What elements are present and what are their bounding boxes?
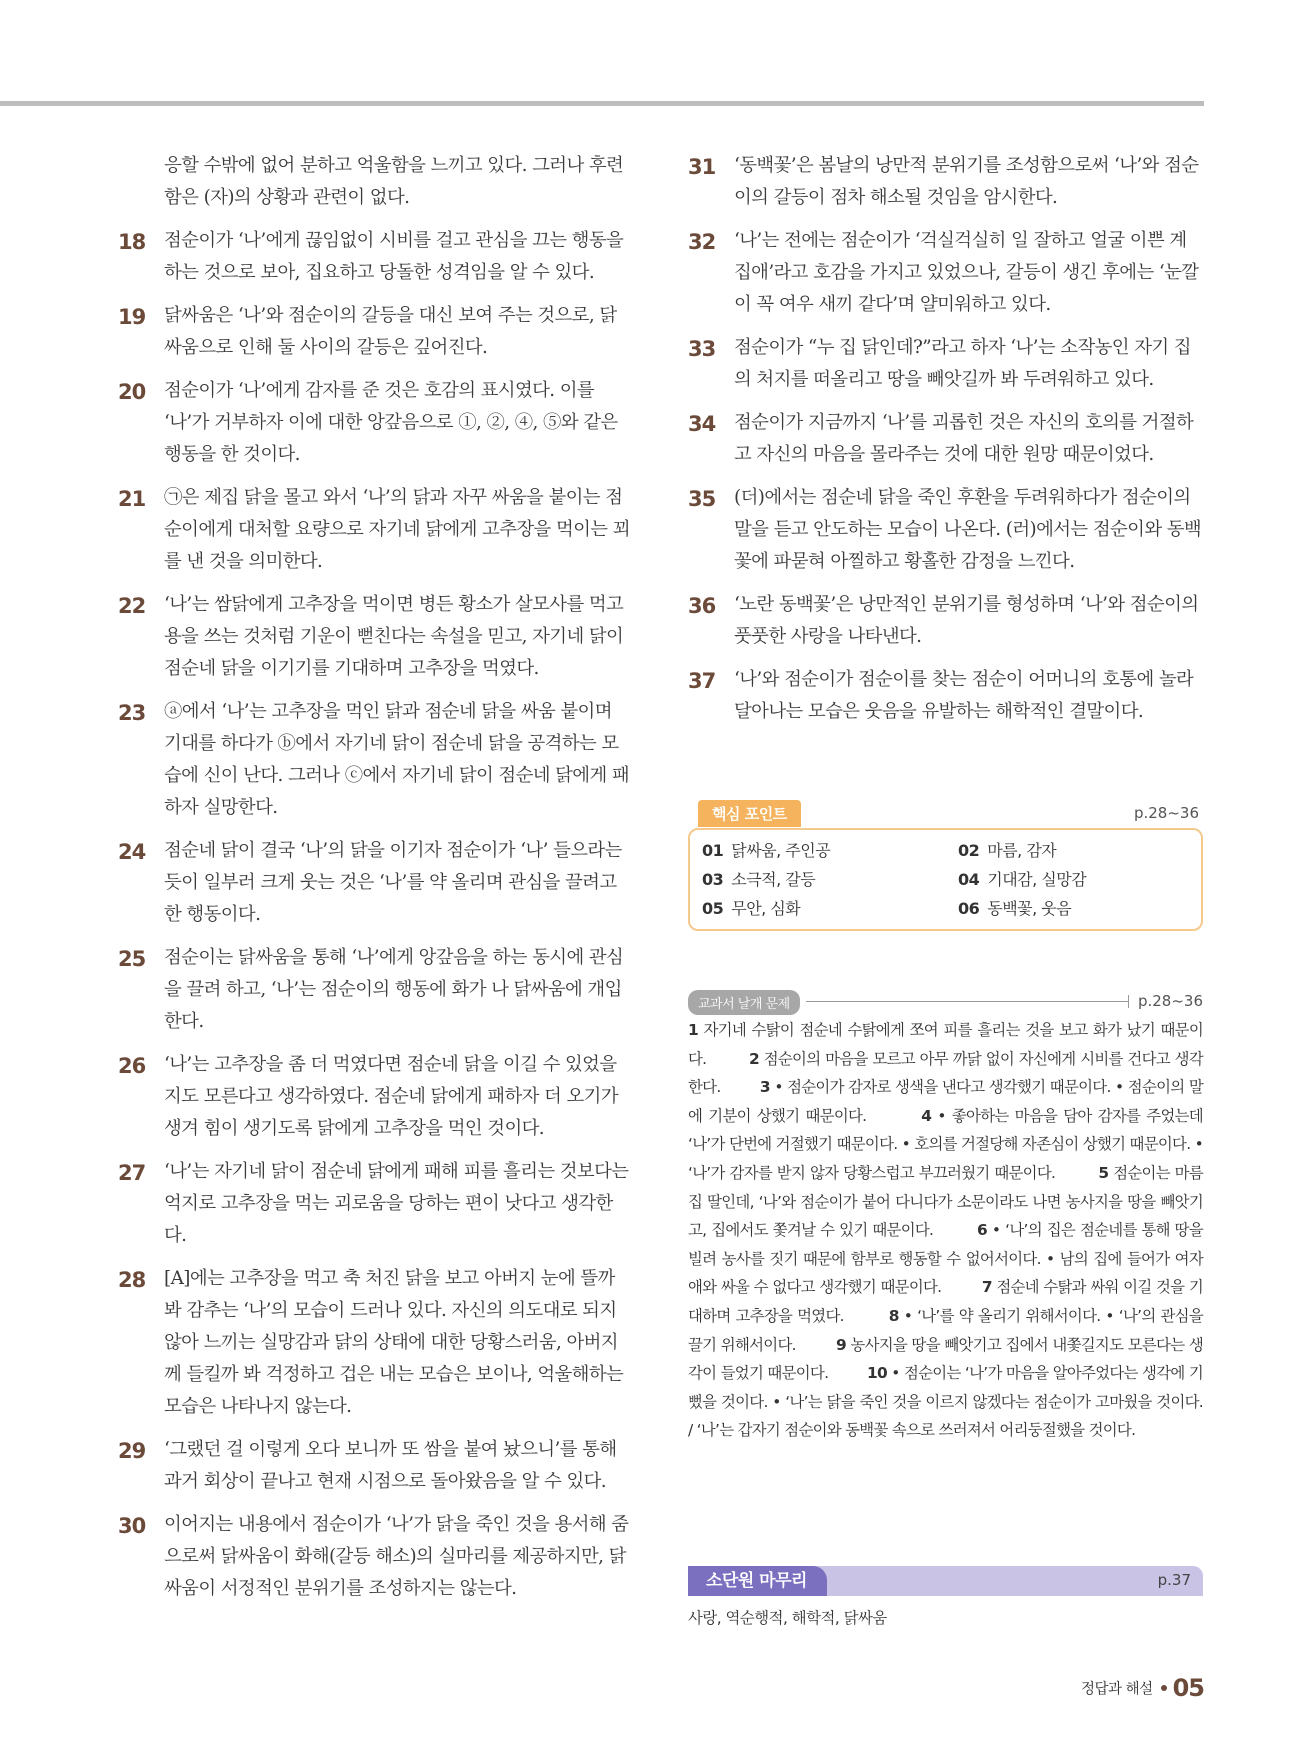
answer-number: 25 xyxy=(118,947,146,971)
answer-number: 29 xyxy=(118,1439,146,1463)
answer-item xyxy=(688,664,1203,728)
answer-text: 이어지는 내용에서 점순이가 ‘나’가 닭을 죽인 것을 용서해 줌으로써 닭싸움이 화해(갈등 해소)의 실마리를 제공하지만, 닭싸움이 서정적인 분위기를 조성하지는 않는다. xyxy=(164,1514,629,1599)
wing-answer-text: 점순이의 마음을 모르고 아무 까닭 없이 자신에게 시비를 건다고 생각한다. xyxy=(688,1049,1203,1097)
key-points-box xyxy=(688,800,1203,931)
wing-answer-number: 2 xyxy=(748,1049,759,1068)
key-points-list xyxy=(688,828,1203,931)
divider xyxy=(806,1001,1129,1002)
answer-number: 26 xyxy=(118,1054,146,1078)
answer-item xyxy=(118,942,630,1038)
wing-answer-number: 3 xyxy=(759,1078,770,1097)
answer-item xyxy=(688,150,1203,214)
answer-text: 점순이가 “누 집 닭인데?”라고 하자 ‘나’는 소작농인 자기 집의 처지를 떠올리고 땅을 빼앗길까 봐 두려워하고 있다. xyxy=(734,337,1191,390)
key-point-number: 02 xyxy=(958,841,980,860)
answer-number: 22 xyxy=(118,594,146,618)
answer-number: 37 xyxy=(688,669,716,693)
answer-text: ‘나’와 점순이가 점순이를 찾는 점순이 어머니의 호통에 놀라 달아나는 모습은 웃음을 유발하는 해학적인 결말이다. xyxy=(734,669,1194,722)
answer-text: 응할 수밖에 없어 분하고 억울함을 느끼고 있다. 그러나 후련함은 (자)의 상황과 관련이 없다. xyxy=(164,155,624,208)
key-point-text: 닭싸움, 주인공 xyxy=(731,841,831,860)
page-number: 05 xyxy=(1172,1674,1204,1702)
answer-item xyxy=(118,375,630,471)
answer-text: 점순이가 지금까지 ‘나’를 괴롭힌 것은 자신의 호의를 거절하고 자신의 마음을 몰라주는 것에 대한 원망 때문이었다. xyxy=(734,412,1194,465)
answer-text: ‘동백꽃’은 봄날의 낭만적 분위기를 조성함으로써 ‘나’와 점순이의 갈등이 점차 해소될 것임을 암시한다. xyxy=(734,155,1199,208)
divider-tick xyxy=(1128,995,1129,1008)
answer-item xyxy=(118,589,630,685)
unit-wrapup-text: 사랑, 역순행적, 해학적, 닭싸움 xyxy=(688,1609,887,1627)
wing-answer-text: • 점순이는 ‘나’가 마음을 알아주었다는 생각에 기뻤을 것이다. • ‘나’는 닭을 죽인 것을 이르지 않겠다는 점순이가 고마웠을 것이다. / ‘나’는 갑자기 점순이와 동백꽃 속으로 쓰러져서 어리둥절했을 것이다. xyxy=(688,1364,1203,1440)
wing-answer-number: 8 xyxy=(888,1306,899,1325)
footer-dot xyxy=(1161,1685,1167,1691)
unit-wrapup-page: p.37 xyxy=(1157,1571,1191,1589)
key-point-text: 무안, 심화 xyxy=(731,899,801,918)
right-column xyxy=(688,150,1203,739)
wing-answer-number: 6 xyxy=(977,1221,988,1240)
answer-number: 19 xyxy=(118,305,146,329)
wing-answer-text: • ‘나’를 약 올리기 위해서이다. • ‘나’의 관심을 끌기 위해서이다. xyxy=(688,1306,1203,1354)
answer-text: [A]에는 고추장을 먹고 축 처진 닭을 보고 아버지 눈에 뜰까 봐 감추는 ‘나’의 모습이 드러나 있다. 자신의 의도대로 되지 않아 느끼는 실망감과 닭의 상태에 대한 당황스러움, 아버지께 들킬까 봐 걱정하고 겁은 내는 모습은 보이나, 억울해하는 모습은 나타나지 않는다. xyxy=(164,1268,624,1417)
answer-item xyxy=(118,1509,630,1605)
key-point-item xyxy=(958,838,1198,861)
key-point-number: 03 xyxy=(702,870,724,889)
key-point-item xyxy=(702,838,958,861)
answer-text: ‘나’는 자기네 닭이 점순네 닭에게 패해 피를 흘리는 것보다는 억지로 고추장을 먹는 괴로움을 당하는 편이 낫다고 생각한다. xyxy=(164,1161,629,1246)
answer-text: ‘나’는 고추장을 좀 더 먹였다면 점순네 닭을 이길 수 있었을지도 모른다고 생각하였다. 점순네 닭에게 패하자 더 오기가 생겨 힘이 생기도록 닭에게 고추장을 먹인 것이다. xyxy=(164,1054,618,1139)
answer-number: 35 xyxy=(688,487,716,511)
key-point-number: 04 xyxy=(958,870,980,889)
key-point-item xyxy=(702,896,958,919)
wing-answer-text: 점순이는 마름 집 딸인데, ‘나’와 점순이가 붙어 다니다가 소문이라도 나면 농사지을 땅을 빼앗기고, 집에서도 쫓겨날 수 있기 때문이다. xyxy=(688,1163,1203,1240)
answer-text: 점순이가 ‘나’에게 끊임없이 시비를 걸고 관심을 끄는 행동을 하는 것으로 보아, 집요하고 당돌한 성격임을 알 수 있다. xyxy=(164,230,624,283)
answer-number: 18 xyxy=(118,230,146,254)
key-point-text: 마름, 감자 xyxy=(987,841,1057,860)
answer-item xyxy=(688,407,1203,471)
wing-answer-text: • 좋아하는 마음을 담아 감자를 주었는데 ‘나’가 단번에 거절했기 때문이다. • 호의를 거절당해 자존심이 상했기 때문이다. • ‘나’가 감자를 받지 않자 당황스럽고 부끄러웠기 때문이다. xyxy=(688,1106,1203,1182)
answer-text: ‘나’는 쌈닭에게 고추장을 먹이면 병든 황소가 살모사를 먹고 용을 쓰는 것처럼 기운이 뻗친다는 속설을 믿고, 자기네 닭이 점순네 닭을 이기기를 기대하며 고추장을 먹였다. xyxy=(164,594,624,679)
answer-number: 23 xyxy=(118,701,146,725)
answer-item xyxy=(688,225,1203,321)
answer-item xyxy=(118,835,630,931)
answer-number: 33 xyxy=(688,337,716,361)
answer-item xyxy=(118,696,630,824)
answer-text: 점순이는 닭싸움을 통해 ‘나’에게 앙갚음을 하는 동시에 관심을 끌려 하고, ‘나’는 점순이의 행동에 화가 나 닭싸움에 개입한다. xyxy=(164,947,624,1032)
key-points-page: p.28~36 xyxy=(1133,804,1199,822)
wing-answer-number: 9 xyxy=(835,1335,846,1354)
answer-item xyxy=(118,1049,630,1145)
answer-text: 점순네 닭이 결국 ‘나’의 닭을 이기자 점순이가 ‘나’ 들으라는 듯이 일부러 크게 웃는 것은 ‘나’를 약 올리며 관심을 끌려고 한 행동이다. xyxy=(164,840,622,925)
unit-wrapup-title: 소단원 마무리 xyxy=(688,1566,827,1596)
answer-text: ‘나’는 전에는 점순이가 ‘걱실걱실히 일 잘하고 얼굴 이쁜 계집애’라고 호감을 가지고 있었으나, 갈등이 생긴 후에는 ‘눈깔이 꼭 여우 새끼 같다’며 얄미워하고 있다. xyxy=(734,230,1199,315)
wing-answer-text: • ‘나’의 집은 점순네를 통해 땅을 빌려 농사를 짓기 때문에 함부로 행동할 수 없어서이다. • 남의 집에 들어가 여자애와 싸울 수 없다고 생각했기 때문이다. xyxy=(688,1221,1204,1297)
answer-text: 닭싸움은 ‘나’와 점순이의 갈등을 대신 보여 주는 것으로, 닭싸움으로 인해 둘 사이의 갈등은 깊어진다. xyxy=(164,305,617,358)
answer-item xyxy=(688,332,1203,396)
key-point-number: 05 xyxy=(702,899,724,918)
page-footer xyxy=(1081,1674,1204,1702)
key-point-text: 소극적, 갈등 xyxy=(731,870,816,889)
textbook-wing-section xyxy=(688,990,1203,1445)
key-points-title: 핵심 포인트 xyxy=(698,800,801,827)
textbook-wing-answers xyxy=(688,1016,1203,1445)
wing-answer-text: 자기네 수탉이 점순네 수탉에게 쪼여 피를 흘리는 것을 보고 화가 났기 때문이다. xyxy=(688,1021,1203,1068)
answer-number: 36 xyxy=(688,594,716,618)
key-point-number: 06 xyxy=(958,899,980,918)
key-point-item xyxy=(958,867,1198,890)
answer-item xyxy=(688,482,1203,578)
answer-text: ㉠은 제집 닭을 몰고 와서 ‘나’의 닭과 자꾸 싸움을 붙이는 점순이에게 대처할 요량으로 자기네 닭에게 고추장을 먹이는 꾀를 낸 것을 의미한다. xyxy=(164,487,630,572)
wing-answer-number: 10 xyxy=(866,1364,887,1383)
answer-item xyxy=(118,1156,630,1252)
answer-text: ⓐ에서 ‘나’는 고추장을 먹인 닭과 점순네 닭을 싸움 붙이며 기대를 하다가 ⓑ에서 자기네 닭이 점순네 닭을 공격하는 모습에 신이 난다. 그러나 ⓒ에서 자기네 닭이 점순네 닭에게 패하자 실망한다. xyxy=(164,701,630,818)
answer-number: 24 xyxy=(118,840,146,864)
key-point-item xyxy=(702,867,958,890)
wing-answer-number: 7 xyxy=(981,1278,992,1297)
wing-answer-number: 4 xyxy=(921,1106,932,1125)
footer-label: 정답과 해설 xyxy=(1080,1681,1153,1698)
unit-wrapup-section xyxy=(688,1566,1203,1628)
answer-continuation xyxy=(118,150,630,214)
answer-number: 28 xyxy=(118,1268,146,1292)
answer-text: 점순이가 ‘나’에게 감자를 준 것은 호감의 표시였다. 이를 ‘나’가 거부하자 이에 대한 앙갚음으로 ①, ②, ④, ⑤와 같은 행동을 한 것이다. xyxy=(164,380,618,465)
wing-answer-number: 5 xyxy=(1098,1163,1109,1182)
wing-answer-number: 1 xyxy=(688,1021,699,1039)
key-point-text: 동백꽃, 웃음 xyxy=(987,899,1072,918)
answer-item xyxy=(118,300,630,364)
textbook-wing-page: p.28~36 xyxy=(1137,992,1203,1010)
key-point-number: 01 xyxy=(702,841,724,860)
unit-wrapup-bar xyxy=(688,1566,1203,1596)
answer-number: 31 xyxy=(688,155,716,179)
answer-item xyxy=(118,482,630,578)
answer-text: (더)에서는 점순네 닭을 죽인 후환을 두려워하다가 점순이의 말을 듣고 안도하는 모습이 나온다. (러)에서는 점순이와 동백꽃에 파묻혀 아찔하고 황홀한 감정을 느낀다. xyxy=(734,487,1202,572)
answer-text: ‘노란 동백꽃’은 낭만적인 분위기를 형성하며 ‘나’와 점순이의 풋풋한 사랑을 나타낸다. xyxy=(734,594,1199,647)
answer-item xyxy=(688,589,1203,653)
wing-answer-text: 농사지을 땅을 빼앗기고 집에서 내쫓길지도 모른다는 생각이 들었기 때문이다. xyxy=(688,1335,1204,1383)
wing-answer-text: • 점순이가 감자로 생색을 낸다고 생각했기 때문이다. • 점순이의 말에 기분이 상했기 때문이다. xyxy=(688,1078,1204,1125)
answer-number: 27 xyxy=(118,1161,146,1185)
answer-number: 34 xyxy=(688,412,716,436)
answer-number: 30 xyxy=(118,1514,146,1538)
answer-text: ‘그랬던 걸 이렇게 오다 보니까 또 쌈을 붙여 놨으니’를 통해 과거 회상이 끝나고 현재 시점으로 돌아왔음을 알 수 있다. xyxy=(164,1439,617,1492)
left-column xyxy=(118,150,630,1616)
wing-answer-text: 점순네 수탉과 싸워 이길 것을 기대하며 고추장을 먹였다. xyxy=(688,1278,1203,1325)
key-point-text: 기대감, 실망감 xyxy=(987,870,1087,889)
answer-item xyxy=(118,225,630,289)
answer-item xyxy=(118,1263,630,1423)
answer-item xyxy=(118,1434,630,1498)
answer-number: 21 xyxy=(118,487,146,511)
key-point-item xyxy=(958,896,1198,919)
answer-number: 20 xyxy=(118,380,146,404)
answer-number: 32 xyxy=(688,230,716,254)
top-rule xyxy=(0,101,1204,106)
textbook-wing-title: 교과서 날개 문제 xyxy=(688,990,800,1015)
